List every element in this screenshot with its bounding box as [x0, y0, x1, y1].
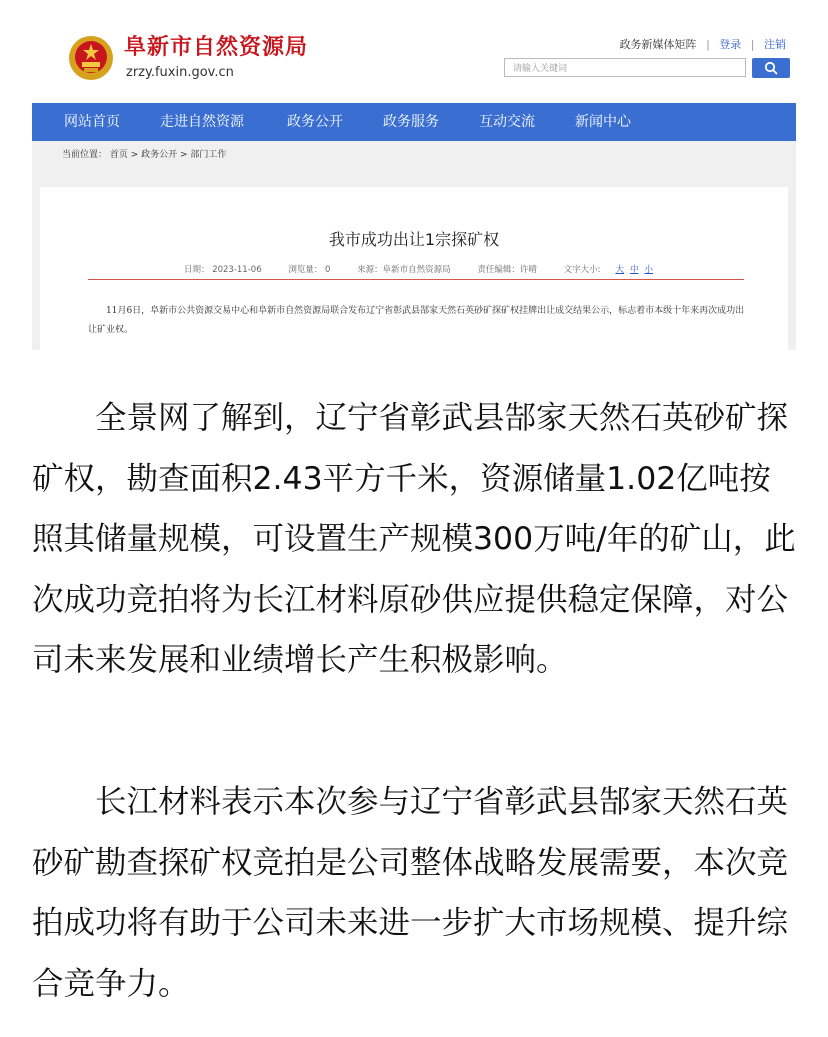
- nav-home[interactable]: 网站首页: [64, 114, 120, 130]
- article-meta: [40, 263, 788, 275]
- font-size-small[interactable]: 小: [644, 265, 653, 275]
- separator: |: [706, 38, 710, 51]
- nav-gov-open[interactable]: 政务公开: [287, 114, 343, 130]
- search-button[interactable]: [752, 58, 790, 78]
- article-date: 日期： 2023-11-06: [184, 265, 262, 275]
- body-paragraph-1: 全景网了解到，辽宁省彰武县郜家天然石英砂矿探矿权，勘查面积2.43平方千米，资源储量1.02亿吨按照其储量规模，可设置生产规模300万吨/年的矿山，此次成功竞拍将为长江材料原砂供应提供稳定保障，对公司未来发展和业绩增长产生积极影响。: [32, 400, 796, 678]
- nav-about[interactable]: 走进自然资源: [160, 114, 244, 130]
- search-icon: [764, 61, 778, 75]
- breadcrumb: [32, 141, 796, 169]
- main-nav: [32, 103, 796, 141]
- national-emblem-icon: [67, 34, 115, 82]
- nav-interaction[interactable]: 互动交流: [479, 114, 535, 130]
- site-title[interactable]: 阜新市自然资源局: [124, 35, 309, 60]
- article-body: 11月6日，阜新市公共资源交易中心和阜新市自然资源局联合发布辽宁省彰武县郜家天然石英砂矿探矿权挂牌出让成交结果公示，标志着市本级十年来再次成功出让矿业权。: [88, 306, 745, 335]
- article-card: [40, 187, 788, 350]
- article-title: 我市成功出让1宗探矿权: [328, 230, 500, 249]
- nav-gov-service[interactable]: 政务服务: [383, 114, 439, 130]
- font-size-large[interactable]: 大: [615, 265, 624, 275]
- search-input[interactable]: 请输入关键词: [504, 58, 746, 77]
- breadcrumb-text: 当前位置： 首页 > 政务公开 > 部门工作: [62, 150, 227, 160]
- site-url: zrzy.fuxin.gov.cn: [126, 65, 234, 80]
- embedded-website-screenshot: [32, 0, 796, 350]
- font-size-medium[interactable]: 中: [629, 265, 639, 275]
- article-views: 浏览量： 0: [288, 265, 331, 275]
- logout-link[interactable]: 注销: [764, 38, 786, 51]
- login-link[interactable]: 登录: [719, 38, 742, 51]
- top-links: [620, 36, 786, 52]
- font-size-label: 文字大小:: [563, 265, 601, 275]
- separator: |: [750, 38, 755, 51]
- article-area: [32, 169, 796, 350]
- article-editor: 责任编辑：许晴: [477, 265, 537, 275]
- media-matrix-link[interactable]: 政务新媒体矩阵: [619, 38, 697, 51]
- nav-news[interactable]: 新闻中心: [575, 114, 631, 130]
- body-paragraph-2: 长江材料表示本次参与辽宁省彰武县郜家天然石英砂矿勘查探矿权竞拍是公司整体战略发展需要，本次竞拍成功将有助于公司未来进一步扩大市场规模、提升综合竞争力。: [32, 784, 789, 1002]
- article-source: 来源：阜新市自然资源局: [357, 265, 451, 275]
- meta-divider: [88, 279, 744, 280]
